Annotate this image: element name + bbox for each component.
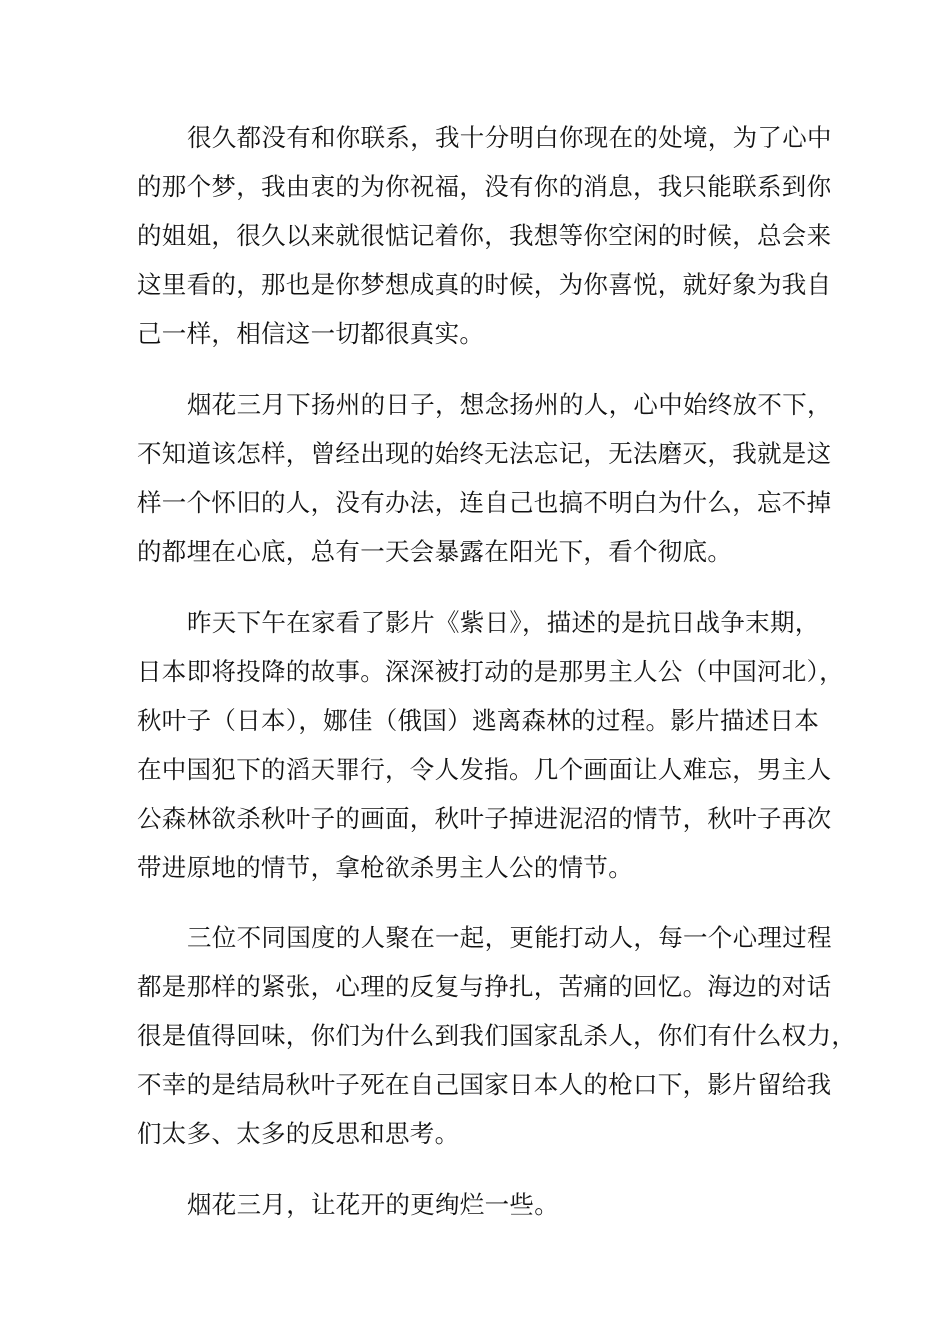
paragraph-line: 很是值得回味，你们为什么到我们国家乱杀人，你们有什么权力， (137, 1021, 857, 1050)
paragraph-line: 不知道该怎样，曾经出现的始终无法忘记，无法磨灭，我就是这 (137, 439, 832, 468)
paragraph-line: 很久都没有和你联系，我十分明白你现在的处境，为了心中 (187, 123, 832, 152)
paragraph-line: 烟花三月下扬州的日子，想念扬州的人，心中始终放不下， (187, 390, 832, 419)
paragraph-line: 样一个怀旧的人，没有办法，连自己也搞不明白为什么，忘不掉 (137, 488, 832, 517)
paragraph-line: 都是那样的紧张，心理的反复与挣扎，苦痛的回忆。海边的对话 (137, 972, 832, 1001)
paragraph-line: 公森林欲杀秋叶子的画面，秋叶子掉进泥沼的情节，秋叶子再次 (137, 804, 832, 833)
paragraph-line: 昨天下午在家看了影片《紫日》，描述的是抗日战争末期， (187, 608, 820, 637)
paragraph-line: 的都埋在心底，总有一天会暴露在阳光下，看个彻底。 (137, 537, 733, 566)
paragraph-line: 的那个梦，我由衷的为你祝福，没有你的消息，我只能联系到你 (137, 172, 832, 201)
paragraph-line: 烟花三月，让花开的更绚烂一些。 (187, 1190, 559, 1219)
paragraph-line: 日本即将投降的故事。深深被打动的是那男主人公（中国河北）， (137, 657, 844, 686)
paragraph-line: 三位不同国度的人聚在一起，更能打动人，每一个心理过程 (187, 923, 832, 952)
paragraph-line: 带进原地的情节，拿枪欲杀男主人公的情节。 (137, 853, 633, 882)
paragraph-line: 秋叶子（日本），娜佳（俄国）逃离森林的过程。影片描述日本 (137, 706, 820, 735)
paragraph-line: 这里看的，那也是你梦想成真的时候，为你喜悦，就好象为我自 (137, 270, 832, 299)
paragraph-line: 的姐姐，很久以来就很惦记着你，我想等你空闲的时候，总会来 (137, 221, 832, 250)
paragraph-line: 们太多、太多的反思和思考。 (137, 1119, 460, 1148)
paragraph-line: 己一样，相信这一切都很真实。 (137, 319, 485, 348)
paragraph-line: 不幸的是结局秋叶子死在自己国家日本人的枪口下，影片留给我 (137, 1070, 832, 1099)
paragraph-line: 在中国犯下的滔天罪行，令人发指。几个画面让人难忘，男主人 (137, 755, 832, 784)
